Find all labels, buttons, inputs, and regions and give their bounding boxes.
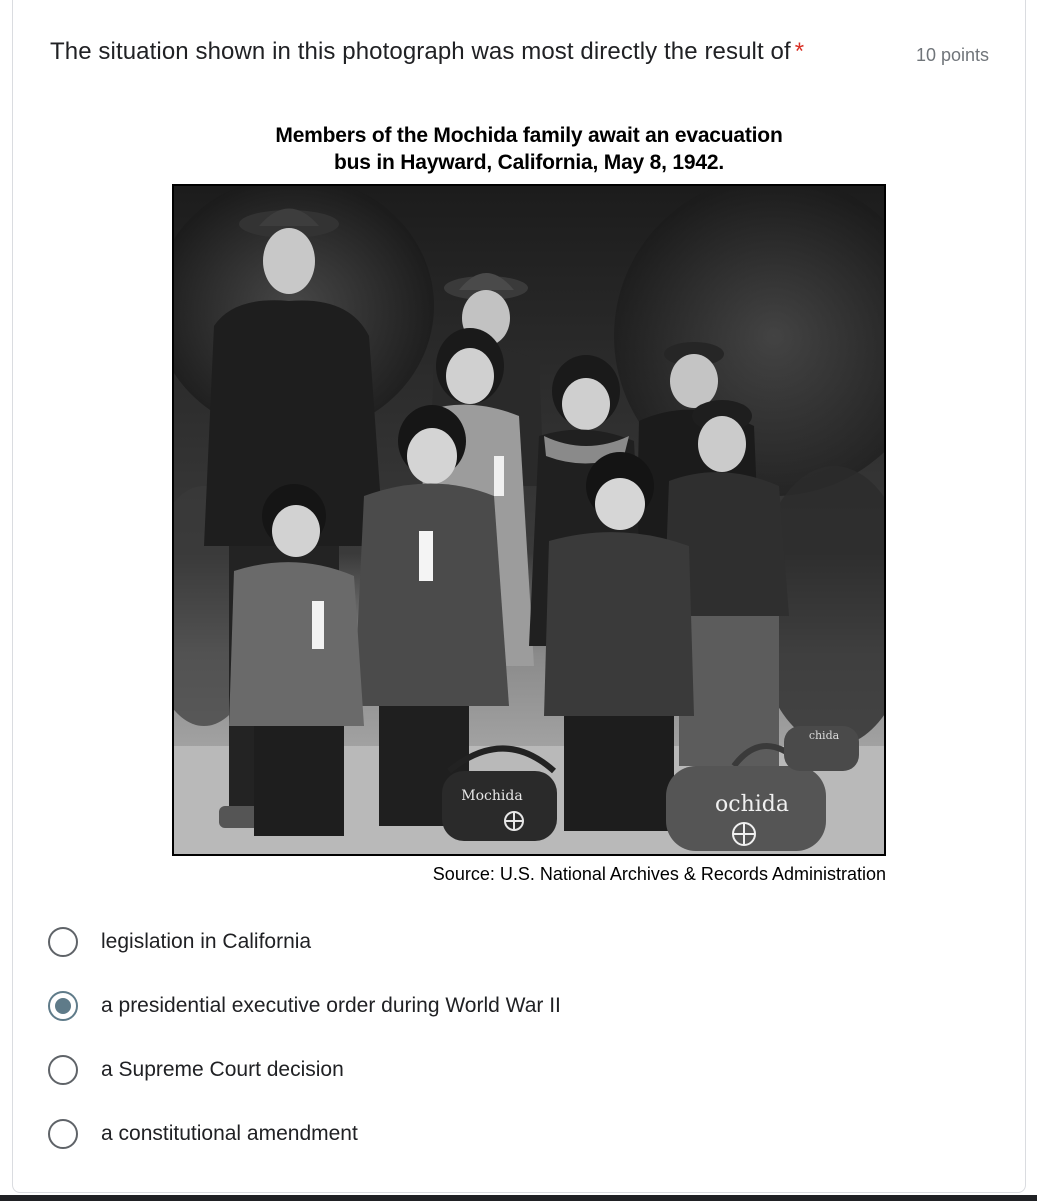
option-label: a constitutional amendment (101, 1122, 358, 1145)
option-constitutional-amendment[interactable] (48, 1112, 948, 1156)
bag-back-label: chida (808, 729, 840, 742)
radio-selected-dot (55, 998, 71, 1014)
figure-caption-line1: Members of the Mochida family await an evacuation (275, 124, 783, 147)
option-supreme-court[interactable] (48, 1048, 948, 1092)
required-marker: * (794, 38, 805, 65)
question-figure (172, 122, 886, 884)
option-label: a Supreme Court decision (101, 1058, 344, 1081)
radio-button[interactable] (48, 1055, 78, 1085)
option-legislation-california[interactable] (48, 920, 948, 964)
bag-right-label: ochida (715, 792, 789, 817)
option-executive-order[interactable] (48, 984, 948, 1028)
figure-caption (172, 122, 886, 176)
question-text: The situation shown in this photograph was most directly the result of (50, 38, 791, 65)
bottom-border (0, 1195, 1037, 1201)
radio-button-selected[interactable] (48, 991, 78, 1021)
family-photograph (172, 184, 886, 856)
points-value: 10 points (915, 45, 989, 65)
bag-left-label: Mochida (461, 788, 523, 804)
bag-back (784, 726, 859, 771)
figure-source: Source: U.S. National Archives & Records Administration (432, 864, 886, 884)
radio-button[interactable] (48, 1119, 78, 1149)
figure-caption-line2: bus in Hayward, California, May 8, 1942. (334, 151, 724, 174)
option-label: legislation in California (101, 930, 312, 953)
option-label: a presidential executive order during World War II (101, 994, 561, 1017)
radio-button[interactable] (48, 927, 78, 957)
question-title (50, 38, 804, 66)
